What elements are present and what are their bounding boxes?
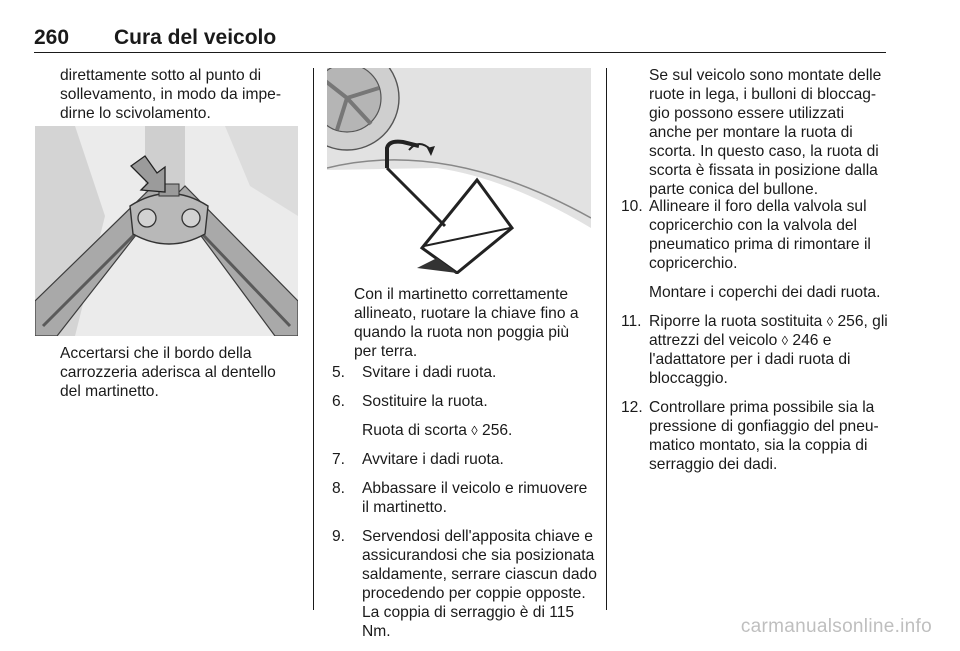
step-5 <box>332 363 598 382</box>
step-text: Abbassare il veicolo e rimuovere il martinetto. <box>362 480 588 516</box>
step-number: 7. <box>332 451 346 468</box>
column-2-steps <box>332 363 598 651</box>
col3-intro-text: Se sul veicolo sono montate delle ruote in lega, i bulloni di bloccag-gio possono essere utilizzati anche per montare la ruota di scorta. In questo caso, la ruota di scorta è fissata in posizione dalla parte conica del bullone. <box>649 67 882 198</box>
page-reference-icon: ◊ <box>471 423 478 438</box>
page-reference-number: 256. <box>482 422 513 439</box>
step-text: Sostituire la ruota. <box>362 393 488 410</box>
step-text: Controllare prima possibile sia la pressione di gonfiaggio del pneu-matico montato, sia la coppia di serraggio dei dadi. <box>649 399 879 473</box>
step-number: 9. <box>332 528 346 545</box>
page-reference-number: 256, <box>837 313 868 330</box>
step-number: 11. <box>621 313 642 330</box>
step-number: 10. <box>621 198 643 215</box>
step-6 <box>332 392 598 440</box>
step-12 <box>621 398 889 474</box>
header-rule <box>34 52 886 53</box>
page-reference-icon: ◊ <box>826 314 834 329</box>
step-number: 6. <box>332 393 346 410</box>
column-3-steps <box>621 197 889 484</box>
column-divider-1 <box>313 68 314 610</box>
step-text: gli attrezzi del veicolo <box>649 313 888 349</box>
step-8 <box>332 479 598 517</box>
column-3 <box>649 66 889 211</box>
step-number: 5. <box>332 364 346 381</box>
page-reference-icon: ◊ <box>781 333 789 348</box>
col1-intro-text: direttamente sotto al punto di sollevamento, in modo da impe-dirne lo scivolamento. <box>60 67 282 122</box>
jack-crank-figure <box>327 68 591 274</box>
watermark: carmanualsonline.info <box>740 616 932 637</box>
column-2 <box>354 285 594 373</box>
step-text: l'adattatore per i dadi ruota di bloccaggio. <box>649 351 851 387</box>
jack-contact-figure <box>35 126 298 336</box>
step-11 <box>621 312 889 388</box>
step-text: Riporre la ruota sostituita <box>649 313 823 330</box>
column-1 <box>60 66 300 135</box>
steps-list-col2 <box>332 363 598 641</box>
col1-caption-text: Accertarsi che il bordo della carrozzeria aderisca al dentello del martinetto. <box>60 345 276 400</box>
step-text: Allineare il foro della valvola sul copricerchio con la valvola del pneumatico prima di rimontare il copricerchio. <box>649 198 871 272</box>
column-divider-2 <box>606 68 607 610</box>
page-title: Cura del veicolo <box>114 26 277 49</box>
step-6-subtext <box>362 421 598 440</box>
steps-list-col3 <box>621 197 889 474</box>
page-header <box>34 26 886 52</box>
step-number: 8. <box>332 480 346 497</box>
step-sub-text: Ruota di scorta <box>362 422 467 439</box>
step-9 <box>332 527 598 641</box>
step-10-subtext: Montare i coperchi dei dadi ruota. <box>649 284 881 301</box>
step-text: Servendosi dell'apposita chiave e assicurandosi che sia posizionata saldamente, serrare ciascun dado procedendo per coppie opposte. La coppia di serraggio è di 115 Nm. <box>362 528 597 640</box>
col2-intro-text: Con il martinetto correttamente allineato, ruotare la chiave fino a quando la ruota non poggia più per terra. <box>354 286 579 360</box>
step-number: 12. <box>621 399 643 416</box>
page-reference-number: 246 e <box>792 332 832 349</box>
page-number: 260 <box>34 26 70 49</box>
step-text: Avvitare i dadi ruota. <box>362 451 504 468</box>
step-text: Svitare i dadi ruota. <box>362 364 497 381</box>
step-10 <box>621 197 889 302</box>
column-1-caption <box>60 344 300 413</box>
step-7 <box>332 450 598 469</box>
